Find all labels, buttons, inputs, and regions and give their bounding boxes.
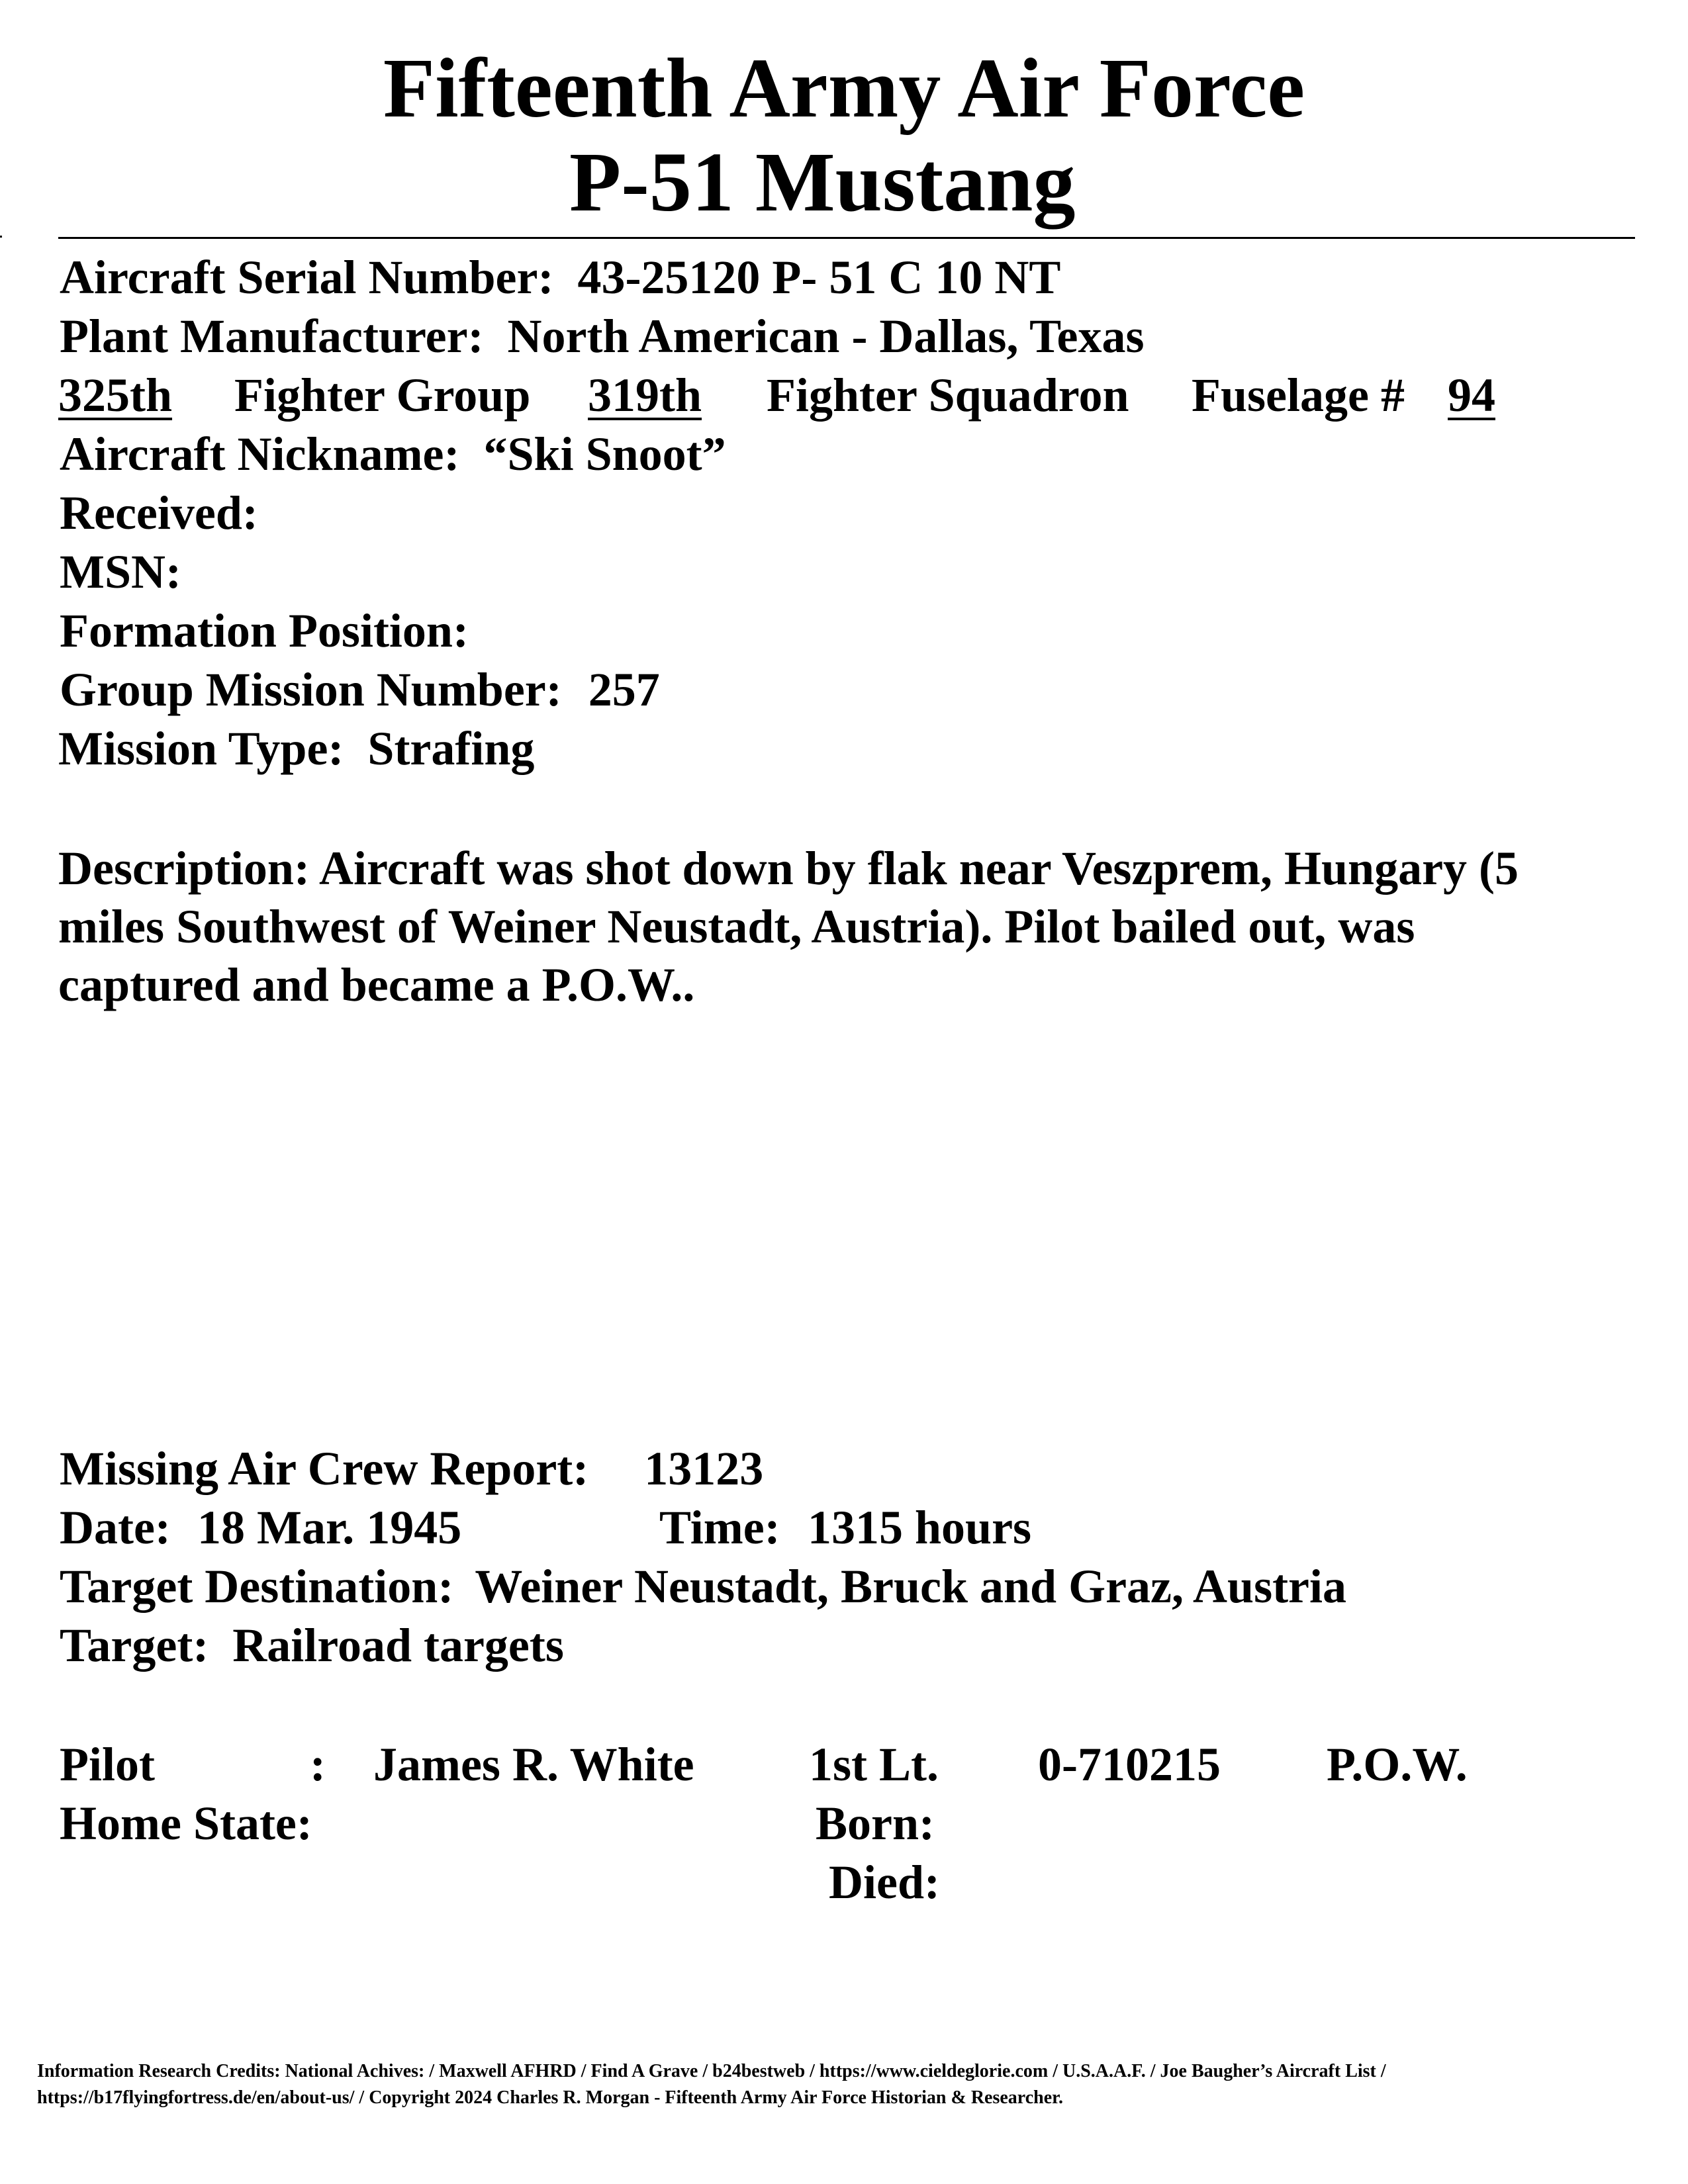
group-mission-label: Group Mission Number: xyxy=(60,663,562,716)
serial-number-label: Aircraft Serial Number: xyxy=(60,251,554,304)
target-destination-label: Target Destination: xyxy=(60,1560,454,1613)
target-row xyxy=(60,1616,564,1674)
macr-label: Missing Air Crew Report: xyxy=(60,1442,589,1495)
plant-manufacturer-value: North American - Dallas, Texas xyxy=(507,310,1145,363)
fighter-squadron-label: Fighter Squadron xyxy=(767,369,1129,422)
fuselage-value: 94 xyxy=(1448,369,1495,422)
target-destination-value: Weiner Neustadt, Bruck and Graz, Austria xyxy=(475,1560,1347,1613)
fighter-group-label: Fighter Group xyxy=(234,369,531,422)
mission-type-label: Mission Type: xyxy=(58,722,344,775)
serial-number-row xyxy=(60,248,1060,306)
date-time-row xyxy=(60,1498,1119,1558)
target-value: Railroad targets xyxy=(232,1619,564,1672)
mission-type-row xyxy=(58,719,534,778)
crew-role: Pilot xyxy=(60,1738,155,1791)
crew-row xyxy=(60,1735,1582,1795)
formation-position-label: Formation Position: xyxy=(60,604,469,657)
description-label: Description: xyxy=(58,842,310,895)
fighter-squadron-value: 319th xyxy=(588,369,702,422)
macr-row xyxy=(60,1439,763,1498)
group-mission-row xyxy=(60,660,660,719)
time-label: Time: xyxy=(659,1501,780,1554)
nickname-value: “Ski Snoot” xyxy=(483,428,726,480)
home-state-label: Home State: xyxy=(60,1797,312,1850)
serial-number-value: 43-25120 P- 51 C 10 NT xyxy=(577,251,1061,304)
crew-name: James R. White xyxy=(373,1738,694,1791)
crew-serial: 0-710215 xyxy=(1038,1738,1221,1791)
time-value: 1315 hours xyxy=(808,1501,1032,1554)
credits-footer xyxy=(37,2058,1652,2111)
received-label: Received: xyxy=(60,486,258,539)
group-mission-value: 257 xyxy=(588,663,660,716)
died-label: Died: xyxy=(829,1856,940,1909)
title-divider xyxy=(58,237,1635,239)
margin-mark xyxy=(0,236,2,238)
crew-status: P.O.W. xyxy=(1327,1738,1468,1791)
target-destination-row xyxy=(60,1557,1346,1615)
plant-manufacturer-label: Plant Manufacturer: xyxy=(60,310,484,363)
macr-value: 13123 xyxy=(644,1442,764,1495)
mission-type-value: Strafing xyxy=(367,722,535,775)
born-label: Born: xyxy=(816,1797,935,1850)
credits-line-1: Information Research Credits: National Achives: / Maxwell AFHRD / Find A Grave / b24bestweb / https://www.cieldeglorie.com / U.S.A.A.F. / Joe Baugher’s Aircraft List / xyxy=(37,2061,1386,2081)
nickname-label: Aircraft Nickname: xyxy=(60,428,460,480)
credits-line-2: https://b17flyingfortress.de/en/about-us/ / Copyright 2024 Charles R. Morgan - Fifteenth Army Air Force Historian & Researcher. xyxy=(37,2087,1063,2108)
description-text: Aircraft was shot down by flak near Veszprem, Hungary (5 miles Southwest of Weiner Neustadt, Austria). Pilot bailed out, was captured and became a P.O.W.. xyxy=(58,842,1519,1011)
unit-row xyxy=(58,366,1647,426)
date-label: Date: xyxy=(60,1501,171,1554)
description-block xyxy=(58,839,1601,1014)
crew-colon: : xyxy=(310,1738,326,1791)
fuselage-label: Fuselage # xyxy=(1192,369,1405,422)
page-title: Fifteenth Army Air Force xyxy=(383,41,1305,135)
nickname-row xyxy=(60,425,726,483)
page-subtitle: P-51 Mustang xyxy=(569,135,1076,229)
plant-manufacturer-row xyxy=(60,307,1145,365)
fighter-group-value: 325th xyxy=(58,369,173,422)
msn-label: MSN: xyxy=(60,545,181,598)
date-value: 18 Mar. 1945 xyxy=(197,1501,462,1554)
target-label: Target: xyxy=(60,1619,209,1672)
crew-rank: 1st Lt. xyxy=(809,1738,939,1791)
